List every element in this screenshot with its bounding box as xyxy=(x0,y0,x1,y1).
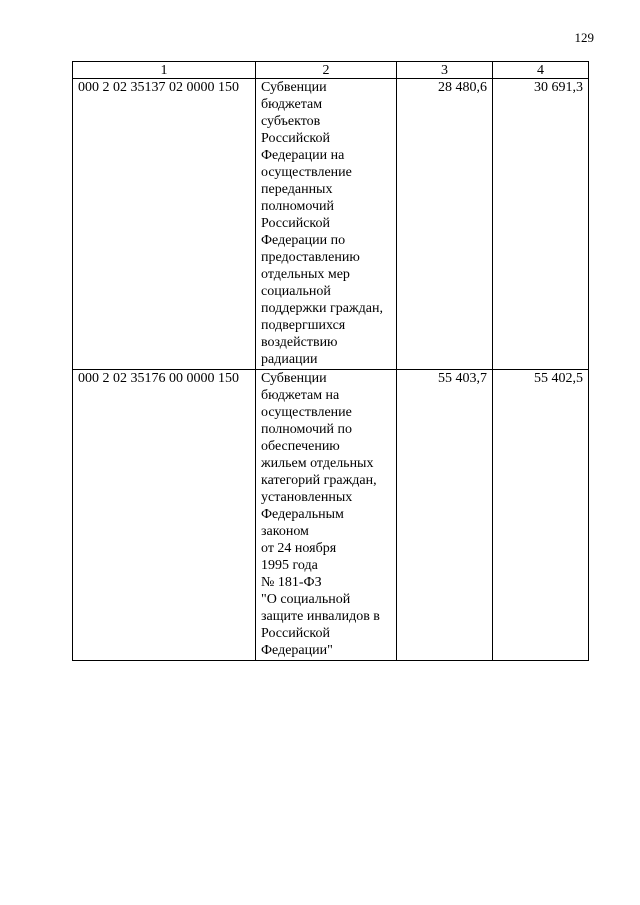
income-name-cell: Субвенции бюджетам субъектов Российской Федерации на осуществление переданных полномочий Российской Федерации по предоставлению отдельных мер социальной поддержки граждан, подвергшихся воздействию радиации xyxy=(256,79,397,370)
budget-code-cell: 000 2 02 35137 02 0000 150 xyxy=(73,79,256,370)
budget-table xyxy=(72,61,589,661)
table-header xyxy=(73,62,589,79)
column-header-3: 3 xyxy=(397,62,493,79)
table-row xyxy=(73,79,589,370)
income-name-cell: Субвенции бюджетам на осуществление полномочий по обеспечению жильем отдельных категорий граждан, установленных Федеральным законом от 24 ноября 1995 года № 181-ФЗ "О социальной защите инвалидов в Российской Федерации" xyxy=(256,370,397,661)
column-header-1: 1 xyxy=(73,62,256,79)
amount-column-4-cell: 55 402,5 xyxy=(493,370,589,661)
header-row xyxy=(73,62,589,79)
column-header-4: 4 xyxy=(493,62,589,79)
column-header-2: 2 xyxy=(256,62,397,79)
page-number: 129 xyxy=(574,30,594,45)
amount-column-4-cell: 30 691,3 xyxy=(493,79,589,370)
amount-column-3-cell: 28 480,6 xyxy=(397,79,493,370)
budget-code-cell: 000 2 02 35176 00 0000 150 xyxy=(73,370,256,661)
table-row xyxy=(73,370,589,661)
amount-column-3-cell: 55 403,7 xyxy=(397,370,493,661)
